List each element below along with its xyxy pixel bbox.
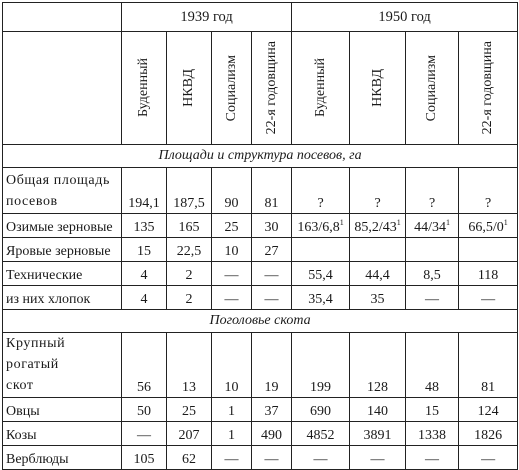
- row-label: из них хлопок: [3, 286, 122, 310]
- cell-value: ?: [428, 196, 436, 211]
- cell-value: 2: [185, 292, 193, 307]
- cell-value: 10: [224, 244, 239, 259]
- table-cell: [252, 238, 292, 262]
- cell-value: 85,2/43: [354, 220, 397, 235]
- cell-value: ?: [374, 196, 381, 211]
- table-cell: [459, 422, 518, 446]
- table-row: [3, 446, 518, 470]
- cell-value: 81: [264, 196, 279, 211]
- table-cell: [167, 238, 212, 262]
- farm-header: [292, 32, 350, 145]
- cell-value: 22,5: [176, 244, 202, 259]
- farm-name: Буденный: [312, 58, 328, 118]
- cell-value: 118: [477, 268, 499, 283]
- cell-value: 4: [140, 268, 148, 283]
- table-cell: [122, 422, 167, 446]
- table-cell: [350, 422, 406, 446]
- corner-cell-lower: [3, 32, 122, 145]
- table-cell: [292, 398, 350, 422]
- farm-header: [350, 32, 406, 145]
- farm-name: 22-я годовщина: [263, 41, 279, 135]
- cell-value: 55,4: [308, 268, 333, 283]
- cell-value: 13: [182, 380, 196, 395]
- row-label: Козы: [3, 422, 122, 446]
- farm-name: Социализм: [223, 54, 239, 122]
- table-cell: [122, 446, 167, 470]
- table-cell: [406, 398, 459, 422]
- cell-value: —: [481, 292, 496, 307]
- cell-value: 1: [228, 428, 235, 443]
- row-label-line: посевов: [6, 194, 58, 209]
- table-cell: [459, 286, 518, 310]
- table-cell: [252, 333, 292, 398]
- table-cell: [350, 398, 406, 422]
- table-cell: [122, 333, 167, 398]
- table-cell: [212, 262, 252, 286]
- table-cell: [252, 168, 292, 214]
- cell-value: 56: [137, 380, 151, 395]
- farm-header: [459, 32, 518, 145]
- table-cell: [459, 446, 518, 470]
- livestock-crops-table: [2, 2, 518, 470]
- farm-header: [406, 32, 459, 145]
- table-row: [3, 168, 518, 214]
- table-cell: [212, 446, 252, 470]
- table-cell: [459, 398, 518, 422]
- table-cell: [350, 238, 406, 262]
- table-cell: [459, 238, 518, 262]
- cell-value: —: [425, 292, 440, 307]
- table-cell: [292, 422, 350, 446]
- table-cell: [252, 262, 292, 286]
- cell-value: —: [264, 452, 279, 467]
- table-cell: [292, 333, 350, 398]
- cell-value: 128: [367, 380, 389, 395]
- section-title-livestock: Поголовье скота: [3, 310, 518, 333]
- cell-value: —: [264, 292, 279, 307]
- cell-value: 199: [310, 380, 332, 395]
- cell-value: 165: [178, 220, 200, 235]
- cell-value: —: [370, 452, 385, 467]
- row-label: Озимые зерновые: [3, 214, 122, 238]
- table-cell: [167, 398, 212, 422]
- table-cell: [252, 422, 292, 446]
- table-cell: [459, 214, 518, 238]
- cell-value: —: [264, 268, 279, 283]
- table-row: [3, 238, 518, 262]
- table-cell: [292, 238, 350, 262]
- cell-value: 3891: [363, 428, 392, 443]
- cell-value: 15: [425, 404, 440, 419]
- table-row: [3, 422, 518, 446]
- row-label-line: Крупный рогатый: [6, 336, 66, 372]
- table-cell: [406, 286, 459, 310]
- cell-value: 135: [133, 220, 155, 235]
- table-cell: [212, 398, 252, 422]
- table-cell: [212, 168, 252, 214]
- cell-value: 2: [185, 268, 193, 283]
- cell-value: 81: [481, 380, 496, 395]
- cell-value: 25: [224, 220, 239, 235]
- table-cell: [406, 446, 459, 470]
- table-cell: [212, 238, 252, 262]
- cell-value: —: [224, 292, 239, 307]
- cell-value: 140: [367, 404, 389, 419]
- cell-value: —: [224, 268, 239, 283]
- row-label: Яровые зерновые: [3, 238, 122, 262]
- cell-value: 25: [182, 404, 196, 419]
- table-cell: [459, 262, 518, 286]
- table-cell: [292, 286, 350, 310]
- farm-name: 22-я годовщина: [480, 41, 496, 135]
- table-cell: [122, 286, 167, 310]
- table-cell: [122, 398, 167, 422]
- row-label: [3, 333, 122, 398]
- cell-value: 1: [228, 404, 235, 419]
- cell-value: 4: [140, 292, 148, 307]
- table-cell: [167, 168, 212, 214]
- cell-value: 37: [264, 404, 279, 419]
- table-cell: [292, 214, 350, 238]
- row-label-line: Общая площадь: [6, 173, 110, 188]
- table-cell: [350, 333, 406, 398]
- farm-name: НКВД: [181, 69, 196, 107]
- table-cell: [167, 262, 212, 286]
- farm-header: [167, 32, 212, 145]
- farm-name: Буденный: [136, 58, 151, 118]
- cell-value: 8,5: [423, 268, 441, 283]
- cell-value: —: [481, 452, 496, 467]
- table-cell: [122, 262, 167, 286]
- table-cell: [212, 422, 252, 446]
- cell-value: 48: [425, 380, 440, 395]
- cell-value: 44,4: [365, 268, 390, 283]
- farm-header: [212, 32, 252, 145]
- cell-value: 35,4: [308, 292, 333, 307]
- cell-value: 194,1: [128, 196, 160, 211]
- cell-value: ?: [317, 196, 324, 211]
- table-cell: [252, 398, 292, 422]
- cell-value: 1338: [418, 428, 447, 443]
- table-cell: [406, 333, 459, 398]
- table-cell: [350, 262, 406, 286]
- table-cell: [350, 168, 406, 214]
- cell-value: —: [224, 452, 239, 467]
- table-cell: [167, 286, 212, 310]
- farm-name: НКВД: [369, 69, 385, 107]
- table-cell: [292, 168, 350, 214]
- cell-value: 1826: [474, 428, 503, 443]
- table-cell: [252, 214, 292, 238]
- cell-value: —: [137, 428, 151, 443]
- table-cell: [212, 286, 252, 310]
- table-row: [3, 214, 518, 238]
- table-cell: [212, 333, 252, 398]
- cell-value: 90: [224, 196, 239, 211]
- table-row: [3, 286, 518, 310]
- cell-value: 27: [264, 244, 279, 259]
- table-cell: [292, 446, 350, 470]
- cell-value: ?: [484, 196, 492, 211]
- row-label: [3, 168, 122, 214]
- cell-value: 187,5: [173, 196, 205, 211]
- table-cell: [459, 333, 518, 398]
- table-cell: [252, 446, 292, 470]
- table-cell: [212, 214, 252, 238]
- footnote-marker: 1: [503, 218, 508, 227]
- row-label: Овцы: [3, 398, 122, 422]
- table-cell: [459, 168, 518, 214]
- table-cell: [406, 238, 459, 262]
- cell-value: 163/6,8: [297, 220, 340, 235]
- corner-cell: [3, 3, 122, 32]
- row-label: Технические: [3, 262, 122, 286]
- cell-value: 35: [370, 292, 385, 307]
- footnote-marker: 1: [445, 218, 450, 227]
- table-cell: [167, 446, 212, 470]
- cell-value: 66,5/0: [468, 220, 504, 235]
- table-cell: [406, 262, 459, 286]
- table-cell: [167, 422, 212, 446]
- cell-value: 30: [264, 220, 279, 235]
- table-row: [3, 333, 518, 398]
- cell-value: 105: [133, 452, 155, 467]
- cell-value: —: [313, 452, 328, 467]
- table-cell: [252, 286, 292, 310]
- table-cell: [122, 168, 167, 214]
- table-cell: [122, 238, 167, 262]
- table-cell: [122, 214, 167, 238]
- cell-value: 44/34: [414, 220, 446, 235]
- footnote-marker: 1: [396, 218, 401, 227]
- table-cell: [406, 214, 459, 238]
- cell-value: 15: [137, 244, 151, 259]
- cell-value: 124: [477, 404, 499, 419]
- table-cell: [406, 422, 459, 446]
- table-row: [3, 398, 518, 422]
- table-cell: [167, 333, 212, 398]
- table-cell: [406, 168, 459, 214]
- table-cell: [167, 214, 212, 238]
- section-title-crops: Площади и структура посевов, га: [3, 145, 518, 168]
- year-header-1950: 1950 год: [292, 3, 518, 32]
- farm-header: [252, 32, 292, 145]
- row-label: Верблюды: [3, 446, 122, 470]
- year-header-1939: 1939 год: [122, 3, 292, 32]
- cell-value: 10: [224, 380, 239, 395]
- table-cell: [350, 286, 406, 310]
- cell-value: 50: [137, 404, 151, 419]
- farm-header: [122, 32, 167, 145]
- cell-value: 490: [261, 428, 283, 443]
- table-cell: [292, 262, 350, 286]
- cell-value: 207: [178, 428, 200, 443]
- cell-value: 690: [310, 404, 332, 419]
- cell-value: 19: [264, 380, 279, 395]
- row-label-line: скот: [6, 378, 34, 393]
- table-cell: [350, 446, 406, 470]
- table-cell: [350, 214, 406, 238]
- cell-value: 62: [182, 452, 196, 467]
- cell-value: 4852: [306, 428, 335, 443]
- footnote-marker: 1: [339, 218, 344, 227]
- cell-value: —: [425, 452, 440, 467]
- farm-name: Социализм: [424, 54, 440, 122]
- table-row: [3, 262, 518, 286]
